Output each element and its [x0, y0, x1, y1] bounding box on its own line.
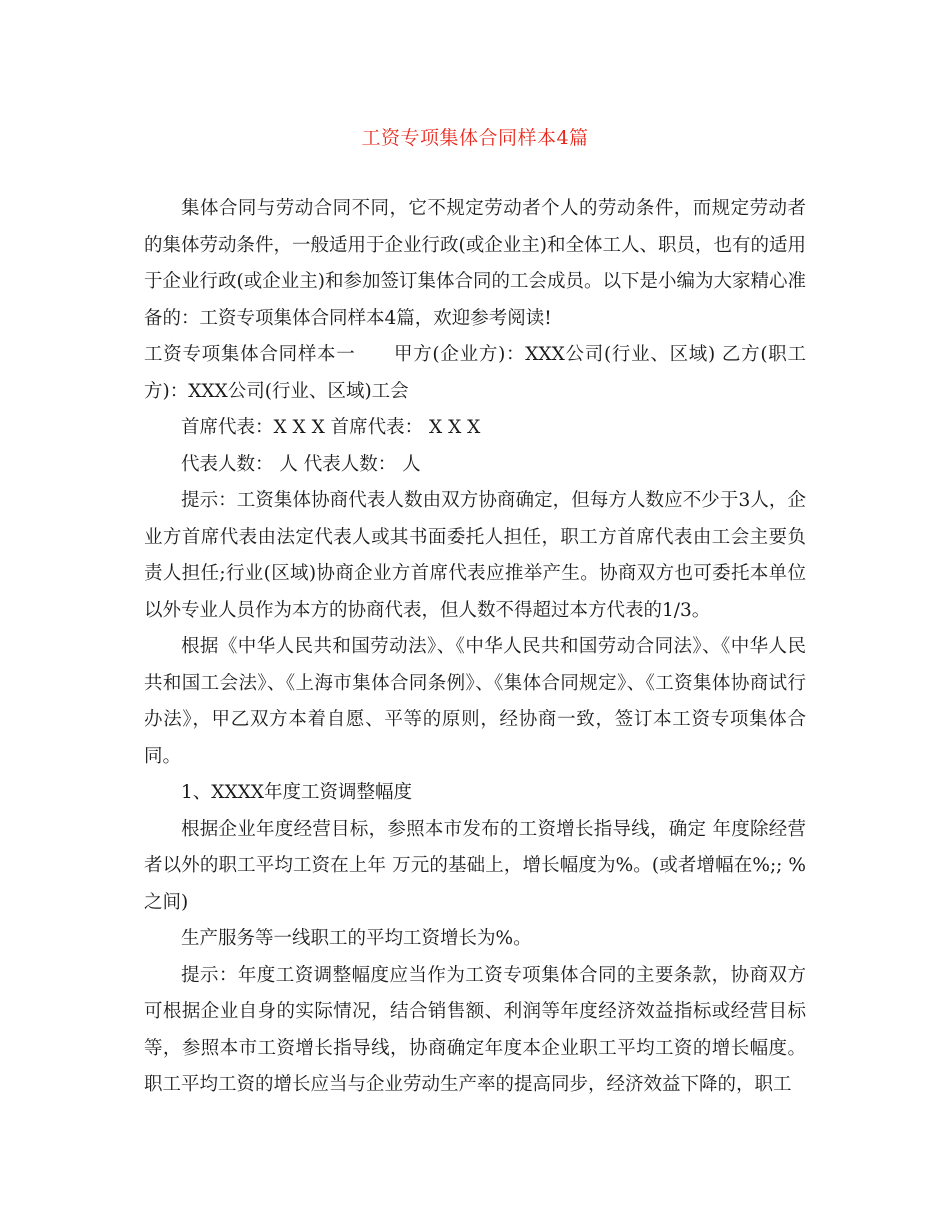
paragraph-tip-negotiation: 提示：工资集体协商代表人数由双方协商确定，但每方人数应不少于3人，企业方首席代表由法定代表人或其书面委托人担任，职工方首席代表由工会主要负责人担任;行业(区域)协商企业方首席代表应推举产生。协商双方也可委托本单位以外专业人员作为本方的协商代表，但人数不得超过本方代表的1/3。 [144, 490, 806, 621]
paragraph-tip-adjustment: 提示：年度工资调整幅度应当作为工资专项集体合同的主要条款，协商双方可根据企业自身的实际情况，结合销售额、利润等年度经济效益指标或经营目标等，参照本市工资增长指导线，协商确定年度本企业职工平均工资的增长幅度。职工平均工资的增长应当与企业劳动生产率的提高同步，经济效益下降的，职工 [144, 964, 806, 1095]
document-body [144, 191, 806, 1104]
section-heading-wage-adjustment: 1、XXXX年度工资调整幅度 [181, 782, 412, 803]
paragraph-sample-heading: 工资专项集体合同样本一 甲方(企业方)：XXX公司(行业、区域) 乙方(职工方)：XXX公司(行业、区域)工会 [144, 344, 806, 402]
document-title: 工资专项集体合同样本4篇 [361, 127, 589, 149]
paragraph-representative-count: 代表人数： 人 代表人数： 人 [181, 453, 421, 475]
paragraph-chief-representatives: 首席代表：X X X 首席代表： X X X [181, 417, 481, 438]
paragraph-frontline-growth: 生产服务等一线职工的平均工资增长为%。 [181, 928, 532, 949]
paragraph-intro: 集体合同与劳动合同不同，它不规定劳动者个人的劳动条件，而规定劳动者的集体劳动条件，一般适用于企业行政(或企业主)和全体工人、职员，也有的适用于企业行政(或企业主)和参加签订集体合同的工会成员。以下是小编为大家精心准备的：工资专项集体合同样本4篇，欢迎参考阅读! [144, 198, 806, 329]
paragraph-growth-target: 根据企业年度经营目标，参照本市发布的工资增长指导线，确定 年度除经营者以外的职工平均工资在上年 万元的基础上，增长幅度为%。(或者增幅在%;; %之间) [144, 818, 806, 913]
paragraph-legal-basis: 根据《中华人民共和国劳动法》、《中华人民共和国劳动合同法》、《中华人民共和国工会法》、《上海市集体合同条例》、《集体合同规定》、《工资集体协商试行办法》，甲乙双方本着自愿、平等的原则，经协商一致，签订本工资专项集体合同。 [144, 636, 806, 767]
